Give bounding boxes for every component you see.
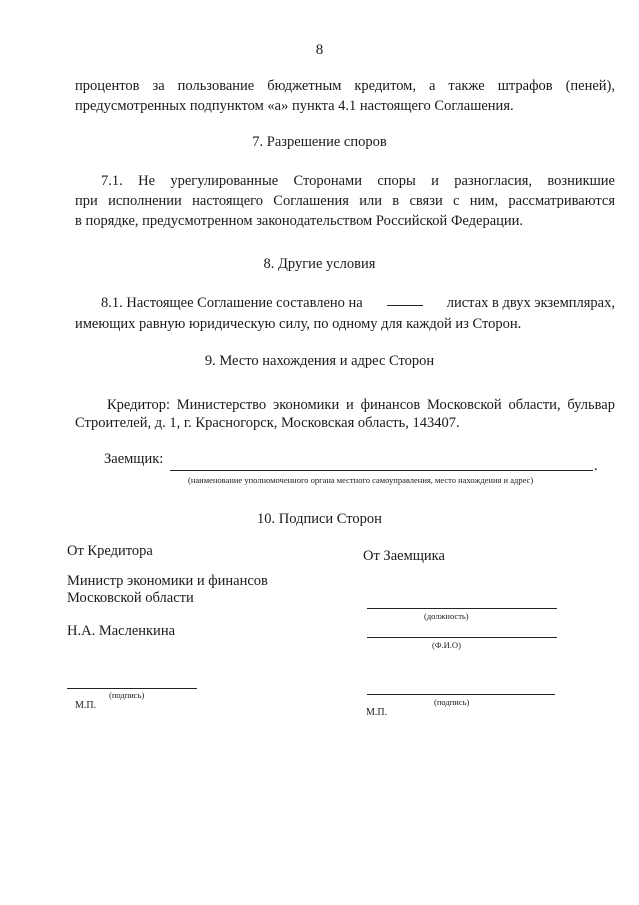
borrower-line	[170, 470, 593, 471]
section-7-line-3: в порядке, предусмотренном законодательством Российской Федерации.	[75, 213, 524, 229]
position-line	[367, 608, 557, 609]
borrower-signature-caption: (подпись)	[434, 697, 470, 707]
fio-caption: (Ф.И.О)	[432, 640, 461, 650]
creditor-signature-line	[67, 688, 197, 689]
from-borrower-label: От Заемщика	[363, 548, 445, 564]
section-8-line-2: имеющих равную юридическую силу, по одному для каждой из Сторон.	[75, 316, 522, 332]
section-7-title: 7. Разрешение споров	[252, 134, 387, 150]
sheet-count-blank	[387, 293, 423, 306]
borrower-caption: (наименование уполномоченного органа местного самоуправления, место нахождения и адрес)	[188, 475, 534, 485]
borrower-end-dot: .	[594, 458, 598, 474]
signer-name: Н.А. Масленкина	[67, 623, 176, 639]
borrower-seal-label: М.П.	[366, 707, 388, 718]
intro-line-1: процентов за пользование бюджетным кредитом, а также штрафов (пеней),	[75, 78, 615, 94]
creditor-line-1: Кредитор: Министерство экономики и финансов Московской области, бульвар	[107, 397, 615, 413]
borrower-signature-line	[367, 694, 555, 695]
position-caption: (должность)	[424, 611, 469, 621]
section-7-line-1: 7.1. Не урегулированные Сторонами споры и разногласия, возникшие	[101, 173, 615, 189]
section-8-line-1-before: 8.1. Настоящее Соглашение составлено на	[101, 295, 363, 311]
section-8-line-1-after: листах в двух экземплярах,	[446, 295, 615, 311]
from-creditor-label: От Кредитора	[67, 543, 153, 559]
creditor-signature-caption: (подпись)	[109, 690, 145, 700]
minister-title-line-1: Министр экономики и финансов	[67, 573, 268, 589]
section-8-line-1	[101, 293, 615, 313]
creditor-seal-label: М.П.	[75, 700, 97, 711]
section-7-line-2: при исполнении настоящего Соглашения или в связи с ним, рассматриваются	[75, 193, 615, 209]
borrower-label: Заемщик:	[104, 451, 164, 467]
intro-line-2: предусмотренных подпунктом «а» пункта 4.1 настоящего Соглашения.	[75, 98, 514, 114]
section-10-title: 10. Подписи Сторон	[257, 511, 382, 527]
section-9-title: 9. Место нахождения и адрес Сторон	[204, 353, 435, 369]
section-8-title: 8. Другие условия	[263, 256, 376, 272]
page-number: 8	[315, 42, 324, 58]
minister-title-line-2: Московской области	[67, 590, 194, 606]
fio-line	[367, 637, 557, 638]
creditor-line-2: Строителей, д. 1, г. Красногорск, Московская область, 143407.	[75, 415, 460, 431]
